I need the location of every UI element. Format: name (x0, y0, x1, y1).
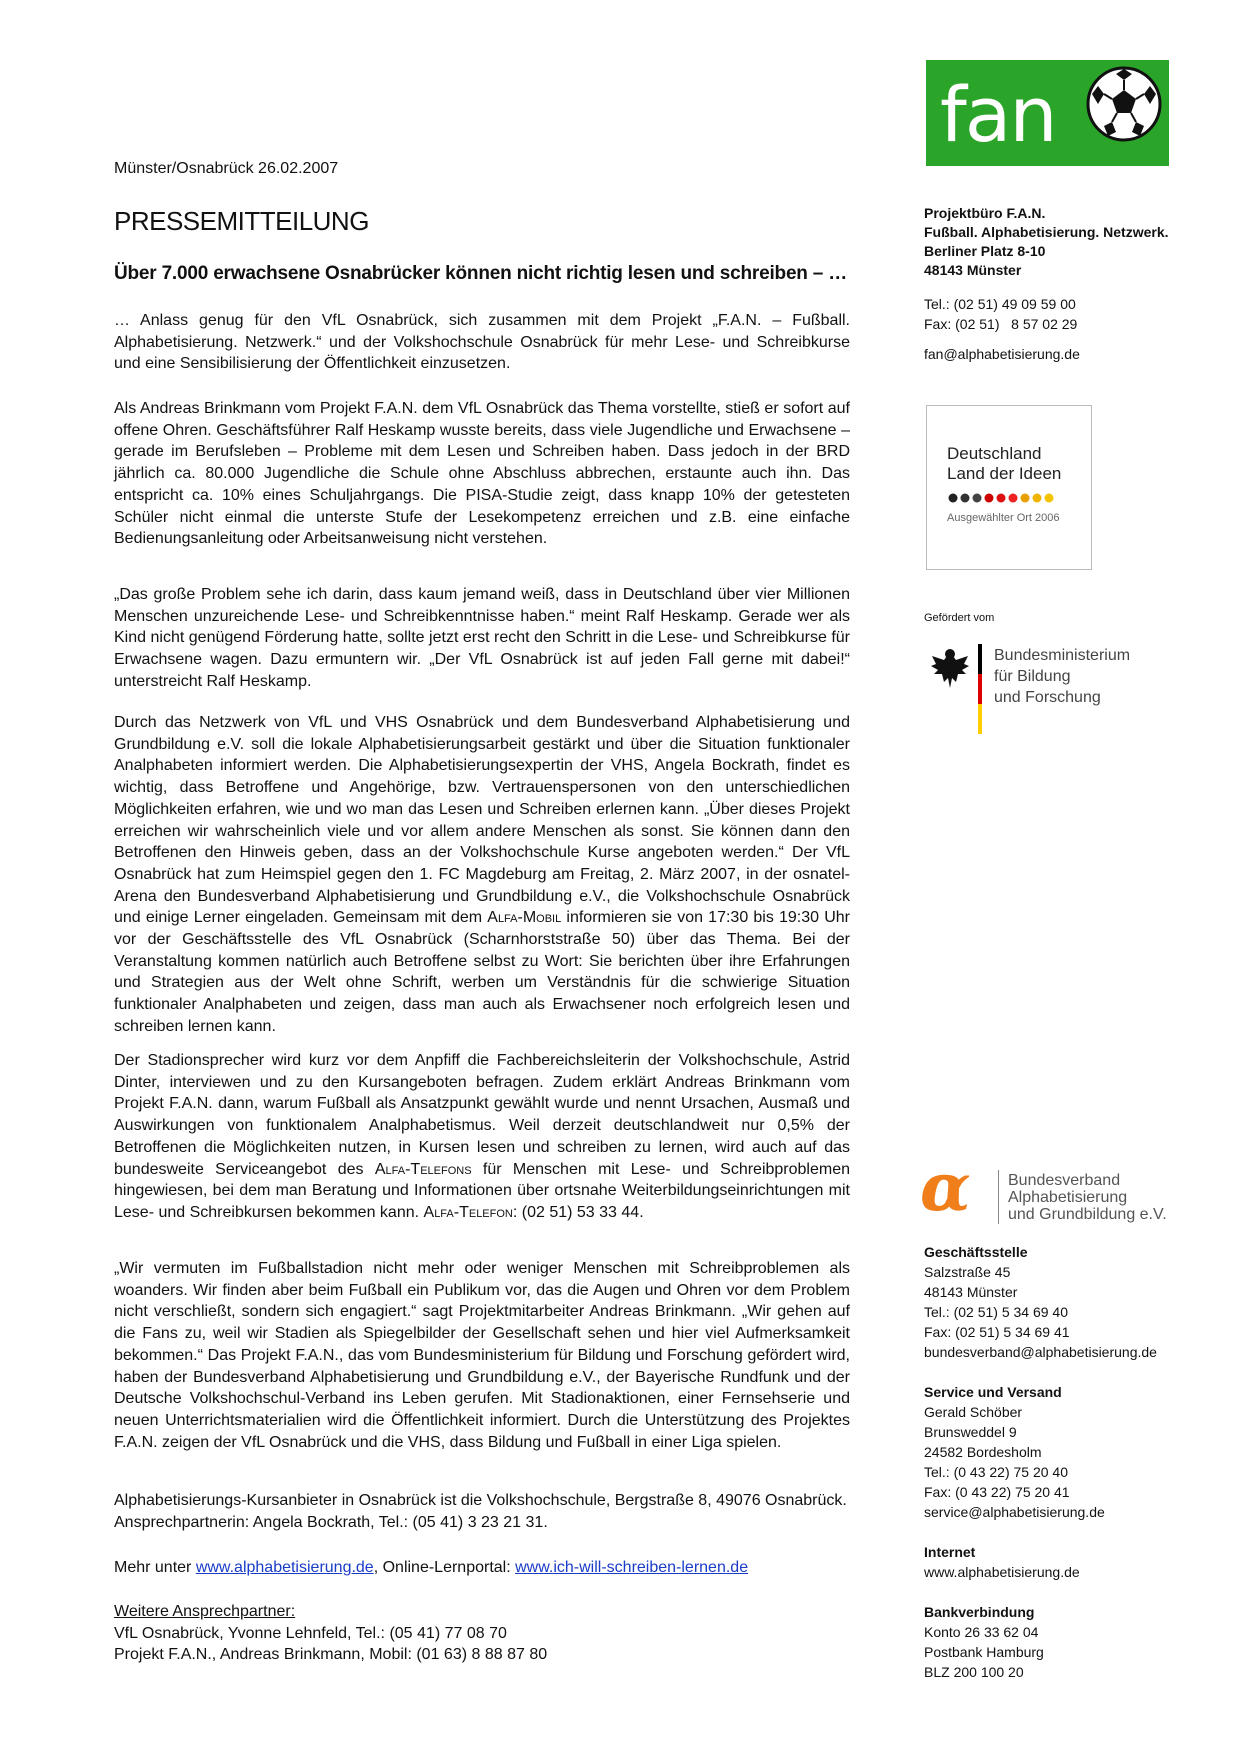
flag-gold-stripe (978, 704, 982, 734)
service-versand (924, 1382, 1174, 1522)
flag-red-stripe (978, 674, 982, 704)
office-fax: Fax: (02 51) 8 57 02 29 (924, 316, 1078, 332)
contact-fan: Projekt F.A.N., Andreas Brinkmann, Mobil: (01 63) 8 88 87 80 (114, 1646, 548, 1664)
fan-logo-text: fan (940, 70, 1056, 159)
bv-logo-line-3: und Grundbildung e.V. (1008, 1206, 1167, 1223)
geschaeftsstelle (924, 1242, 1174, 1362)
gs-street: Salzstraße 45 (924, 1264, 1011, 1280)
subtitle: Über 7.000 erwachsene Osnabrücker können nicht richtig lesen und schreiben – … (114, 263, 848, 284)
bv-logo-line-2: Alphabetisierung (1008, 1189, 1128, 1206)
bank-account: Konto 26 33 62 04 (924, 1624, 1039, 1640)
page-title: PRESSEMITTEILUNG (114, 206, 369, 236)
bankverbindung (924, 1602, 1174, 1682)
link-lernportal[interactable]: www.ich-will-schreiben-lernen.de (515, 1559, 749, 1576)
office-tel: Tel.: (02 51) 49 09 59 00 (924, 296, 1076, 312)
more-prefix: Mehr unter (114, 1559, 196, 1576)
more-mid: , Online-Lernportal: (373, 1559, 516, 1576)
gs-heading: Geschäftsstelle (924, 1244, 1028, 1260)
gs-fax: Fax: (02 51) 5 34 69 41 (924, 1324, 1070, 1340)
internet (924, 1542, 1174, 1582)
project-office (924, 204, 1174, 280)
paragraph-stadium-a: Der Stadionsprecher wird kurz vor dem Anpfiff die Fachbereichsleiterin der Volkshochschule, Astrid Dinter, interviewen und zu den Kursangeboten befragen. Zudem erklärt Andreas Brinkmann vom Projekt F.A.N. dann, warum Fußball als Ansatzpunkt gewählt wurde und nennt Ursachen, Ausmaß und Auswirkungen von funktionalem Analphabetismus. Weil derzeit deutschlandweit nur 0,5% der Betroffenen die Möglichkeiten nutzen, in Kursen lesen und schreiben zu lernen, wird auch auf das bundesweite Serviceangebot des (114, 1052, 850, 1178)
bv-logo-line-1: Bundesverband (1008, 1172, 1121, 1189)
paragraph-network (114, 712, 850, 1038)
sv-street: Brunsweddel 9 (924, 1424, 1017, 1440)
paragraph-heskamp: „Das große Problem sehe ich darin, dass kaum jemand weiß, dass in Deutschland über vier Millionen Menschen unzureichende Lese- und Schreibkenntnisse haben.“ meint Ralf Heskamp. Gerade wer als Kind nicht genügend Förderung hatte, sollte jetzt erst recht den Schritt in die Lese- und Schreibkurse für Erwachsene wagen. Dazu ermuntern wir. „Der VfL Osnabrück ist auf jeden Fall gerne mit dabei!“ unterstreicht Ralf Heskamp. (114, 586, 850, 690)
office-street: Berliner Platz 8-10 (924, 243, 1046, 259)
land-der-ideen-logo (926, 405, 1092, 570)
svg-text:α: α (920, 1158, 971, 1218)
kursanbieter-line-2: Ansprechpartnerin: Angela Bockrath, Tel.: (05 41) 3 23 21 31. (114, 1513, 548, 1531)
bank-blz: BLZ 200 100 20 (924, 1664, 1024, 1680)
paragraph-kursanbieter (114, 1490, 850, 1533)
link-alphabetisierung[interactable]: www.alphabetisierung.de (195, 1559, 374, 1576)
office-email: fan@alphabetisierung.de (924, 346, 1080, 362)
logo-divider (998, 1170, 999, 1224)
bmbf-line-2: für Bildung (994, 668, 1071, 685)
paragraph-quote: „Wir vermuten im Fußballstadion nicht mehr oder weniger Menschen mit Schreibproblemen als woanders. Wir finden aber beim Fußball ein Publikum vor, das die Augen und Ohren vor dem Problem nicht verschließt, sondern sich engagiert.“ sagt Projektmitarbeiter Andreas Brinkmann. „Wir gehen auf die Fans zu, weil wir Stadien als Spiegelbilder der Gesellschaft sehen und hier viel Aufmerksamkeit bekommen.“ Das Projekt F.A.N., das vom Bundesministerium für Bildung und Forschung gefördert wird, haben der Bundesverband Alphabetisierung und Grundbildung e.V., der Bayerische Rundfunk und der Deutsche Volkshochschul-Verband ins Leben gerufen. Mit Stadionaktionen, einer Fernsehserie und neuen Unterrichtsmaterialien wird die Öffentlichkeit informiert. Durch die Unterstützung des Projektes F.A.N. zeigen der VfL Osnabrück und die VHS, dass Bildung und Fußball in einer Liga spielen. (114, 1260, 850, 1451)
bank-heading: Bankverbindung (924, 1604, 1035, 1620)
land-der-ideen-title (947, 444, 1061, 484)
bmbf-logo-text (994, 645, 1130, 708)
bv-logo-text (1008, 1172, 1167, 1223)
contact-vfl: VfL Osnabrück, Yvonne Lehnfeld, Tel.: (05 41) 77 08 70 (114, 1624, 507, 1642)
paragraph-intro: … Anlass genug für den VfL Osnabrück, sich zusammen mit dem Projekt „F.A.N. – Fußball. Alphabetisierung. Netzwerk.“ und der Volkshochschule Osnabrück für mehr Lese- und Schreibkurse und eine Sensibilisierung der Öffentlichkeit einzusetzen. (114, 312, 850, 373)
fan-logo (926, 60, 1169, 166)
gefoerdert-label: Gefördert vom (924, 612, 995, 624)
alpha-logo-icon (920, 1158, 990, 1218)
contacts (114, 1601, 850, 1666)
paragraph-stadium (114, 1050, 850, 1224)
alfa-mobil-term: Alfa-Mobil (487, 909, 562, 927)
internet-heading: Internet (924, 1544, 976, 1560)
bank-name: Postbank Hamburg (924, 1644, 1044, 1660)
federal-eagle-icon (930, 646, 970, 690)
sv-fax: Fax: (0 43 22) 75 20 41 (924, 1484, 1070, 1500)
alfa-telefon-term: Alfa-Telefon (423, 1203, 513, 1221)
land-der-ideen-caption: Ausgewählter Ort 2006 (947, 512, 1060, 524)
sv-email: service@alphabetisierung.de (924, 1504, 1105, 1520)
paragraph-stadium-c: : (02 51) 53 33 44. (512, 1203, 644, 1221)
sv-tel: Tel.: (0 43 22) 75 20 40 (924, 1464, 1068, 1480)
idea-dots-icon (947, 492, 1077, 504)
internet-url: www.alphabetisierung.de (924, 1564, 1080, 1580)
gs-email: bundesverband@alphabetisierung.de (924, 1344, 1157, 1360)
office-tagline: Fußball. Alphabetisierung. Netzwerk. (924, 224, 1169, 240)
office-city: 48143 Münster (924, 262, 1022, 278)
land-der-ideen-line-2: Land der Ideen (947, 464, 1062, 483)
sv-heading: Service und Versand (924, 1384, 1062, 1400)
land-der-ideen-line-1: Deutschland (947, 444, 1042, 463)
paragraph-network-a: Durch das Netzwerk von VfL und VHS Osnabrück und dem Bundesverband Alphabetisierung und Grundbildung e.V. soll die lokale Alphabetisierungsarbeit gestärkt und über die Situation funktionaler Analphabeten informiert werden. Die Alphabetisierungsexpertin der VHS, Angela Bockrath, findet es wichtig, dass Betroffene und Angehörige, bzw. Vertrauenspersonen von den unterschiedlichen Möglichkeiten erfahren, wie und wo man das Lesen und Schreiben erlernen kann. „Über dieses Projekt erreichen wir wahrscheinlich viele und vor allem andere Menschen als sonst. Sie können dann den Betroffenen den Hinweis geben, dass an der Volkshochschule Kurse angeboten werden.“ Der VfL Osnabrück hat zum Heimspiel gegen den 1. FC Magdeburg am Freitag, 2. März 2007, in der osnatel-Arena den Bundesverband Alphabetisierung und Grundbildung e.V., die Volkshochschule Osnabrück und einige Lerner eingeladen. Gemeinsam mit dem (114, 714, 850, 927)
paragraph-network-b: informieren sie von 17:30 bis 19:30 Uhr vor der Geschäftsstelle des VfL Osnabrück (Scharnhorststraße 50) über das Thema. Bei der Veranstaltung kommen natürlich auch Betroffene selbst zu Wort: Sie berichten über ihre Erfahrungen und Strategien aus der Welt ohne Schrift, werben um Verständnis für die schwierige Situation funktionaler Analphabeten und zeigen, dass man auch als Erwachsener noch erfolgreich lesen und schreiben lernen kann. (114, 909, 850, 1035)
office-name: Projektbüro F.A.N. (924, 205, 1046, 221)
gs-city: 48143 Münster (924, 1284, 1018, 1300)
gs-tel: Tel.: (02 51) 5 34 69 40 (924, 1304, 1068, 1320)
kursanbieter-line-1: Alphabetisierungs-Kursanbieter in Osnabrück ist die Volkshochschule, Bergstraße 8, 49076 Osnabrück. (114, 1492, 847, 1509)
paragraph-brinkmann: Als Andreas Brinkmann vom Projekt F.A.N. dem VfL Osnabrück das Thema vorstellte, stieß er sofort auf offene Ohren. Geschäftsführer Ralf Heskamp wusste bereits, dass viele Jugendliche und Erwachsene – gerade im Berufsleben – Probleme mit dem Lesen und Schreiben haben. Dass jedoch in der BRD jährlich ca. 80.000 Jugendliche die Schule ohne Abschluss abbrechen, erstaunte auch ihn. Das entspricht ca. 10% eines Schuljahrgangs. Die PISA-Studie zeigt, dass knapp 10% der getesteten Schüler nicht einmal die unterste Stufe der Lesekompetenz erreichen und z.B. eine einfache Bedienungsanleitung oder Arbeitsanweisung nicht verstehen. (114, 400, 850, 548)
alfa-telefons-term: Alfa-Telefons (374, 1160, 472, 1178)
contacts-heading: Weitere Ansprechpartner: (114, 1603, 296, 1620)
more-info (114, 1557, 850, 1579)
flag-black-stripe (978, 644, 982, 674)
dateline: Münster/Osnabrück 26.02.2007 (114, 160, 339, 177)
paragraph-stadium-b: für Menschen mit Lese- und Schreibproblemen hingewiesen, bei dem man Beratung und Informationen über ortsnahe Weiterbildungseinrichtungen mit Lese- und Schreibkursen bekommen kann. (114, 1160, 850, 1221)
office-contact (924, 294, 1174, 334)
bmbf-line-3: und Forschung (994, 689, 1101, 706)
bmbf-line-1: Bundesministerium (994, 647, 1131, 664)
soccer-ball-icon (1084, 64, 1164, 144)
sv-name: Gerald Schöber (924, 1404, 1023, 1420)
sv-city: 24582 Bordesholm (924, 1444, 1042, 1460)
